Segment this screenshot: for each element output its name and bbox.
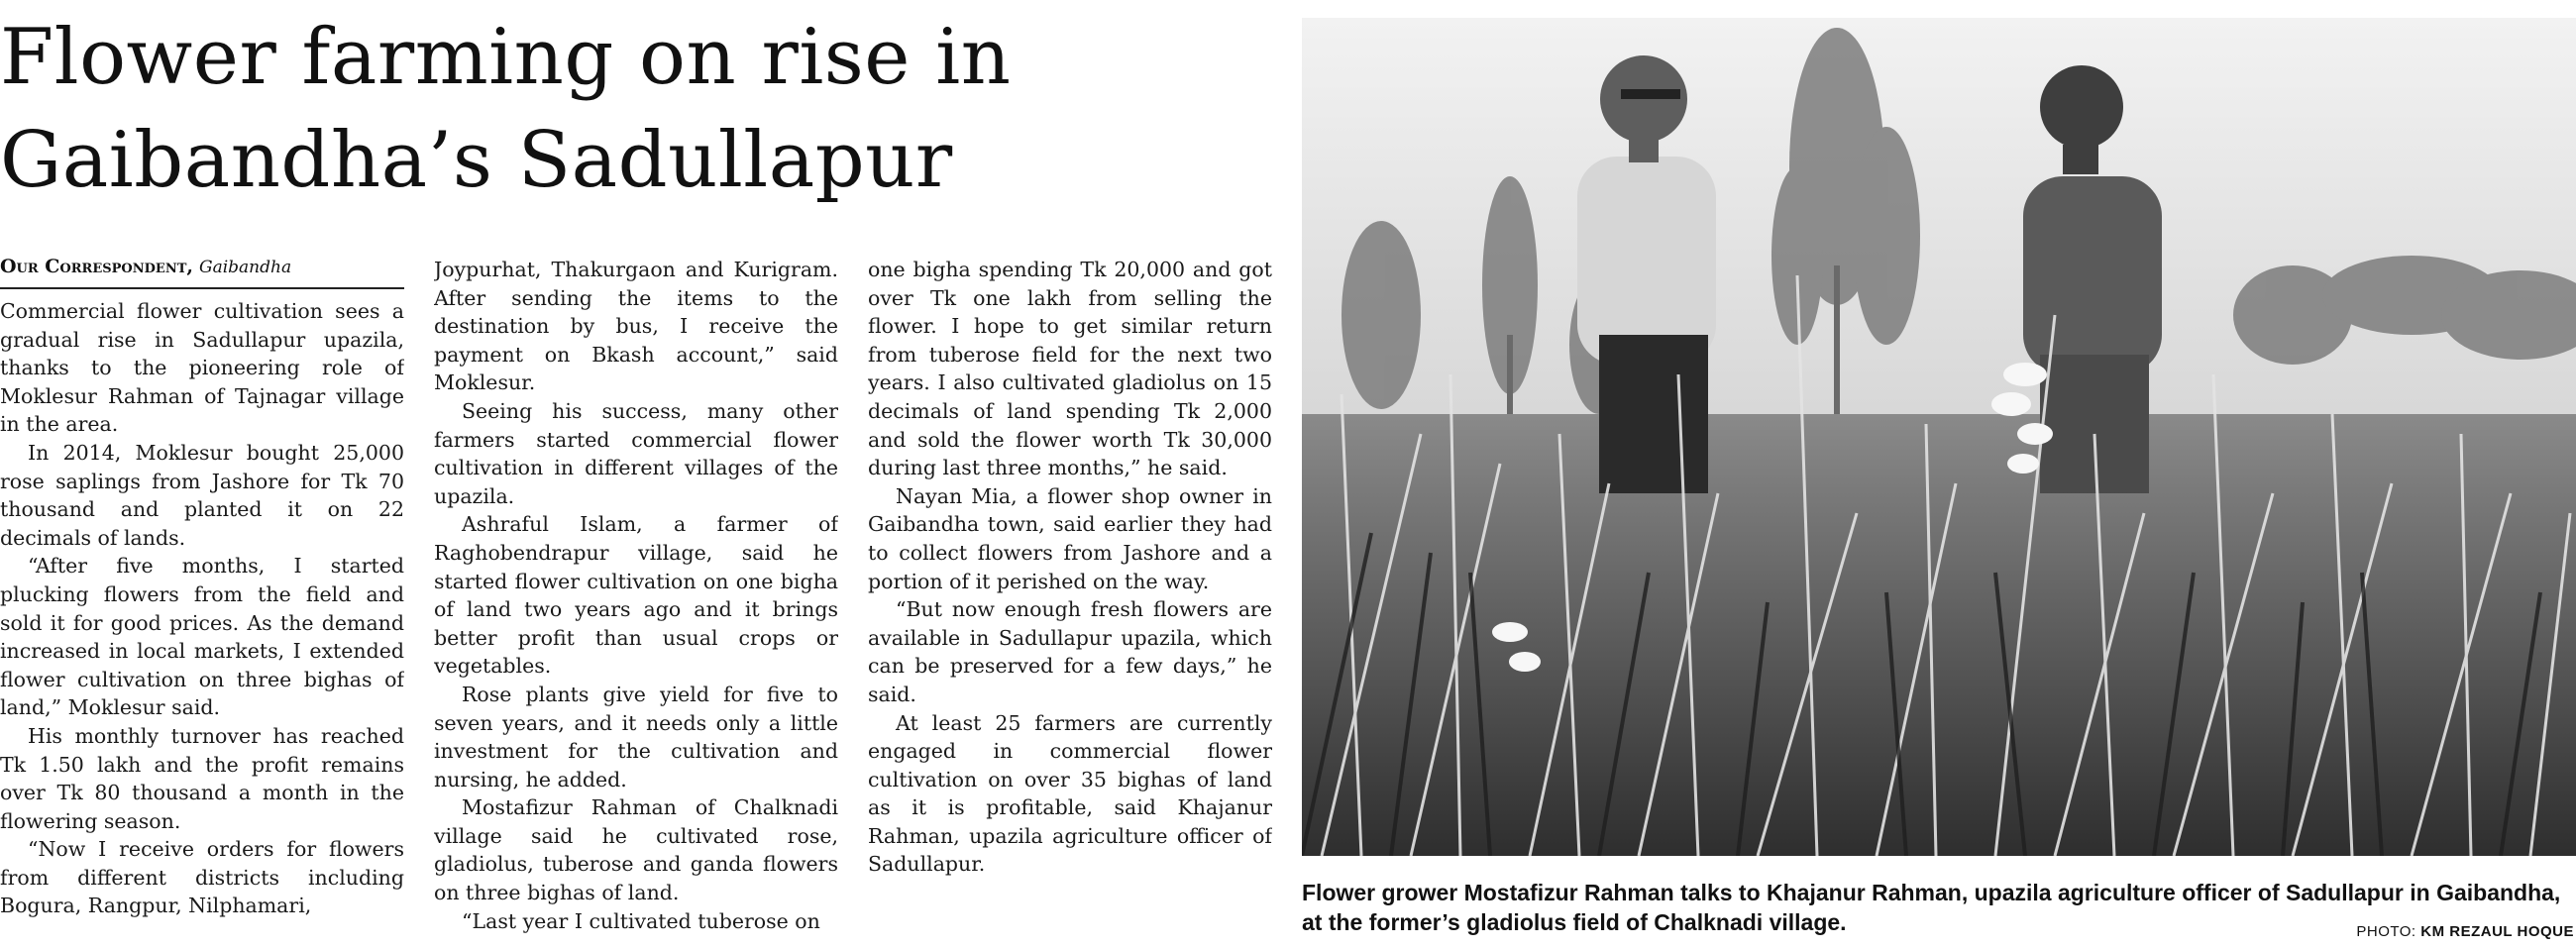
paragraph: “Now I receive orders for flowers from different districts including Bogura, Rangpur, Nilphamari, xyxy=(0,837,404,918)
article-column-1 xyxy=(0,297,404,947)
byline xyxy=(0,252,404,289)
paragraph: Ashraful Islam, a farmer of Raghobendrapur village, said he started flower cultivation on one bigha of land two years ago and it brings better profit than usual crops or vegetables. xyxy=(434,512,838,679)
paragraph: His monthly turnover has reached Tk 1.50 lakh and the profit remains over Tk 80 thousand a month in the flowering season. xyxy=(0,723,404,833)
paragraph: “But now enough fresh flowers are available in Sadullapur upazila, which can be preserved for a few days,” he said. xyxy=(868,597,1272,706)
credit-name: KM REZAUL HOQUE xyxy=(2420,923,2574,940)
paragraph: one bigha spending Tk 20,000 and got over Tk one lakh from selling the flower. I hope to get similar return from tuberose field for the next two years. I also cultivated gladiolus on 15 decimals of land spending Tk 2,000 and sold the flower worth Tk 30,000 during last three months,” he said. xyxy=(868,258,1272,480)
article-column-2 xyxy=(434,256,838,947)
paragraph: In 2014, Moklesur bought 25,000 rose saplings from Jashore for Tk 70 thousand and planted it on 22 decimals of lands. xyxy=(0,440,404,550)
byline-label: Our Correspondent, xyxy=(0,256,193,277)
paragraph: At least 25 farmers are currently engaged in commercial flower cultivation on over 35 bighas of land as it is profitable, said Khajanur Rahman, upazila agriculture officer of Sadullapur. xyxy=(868,710,1272,877)
news-photo xyxy=(1302,18,2576,856)
headline-line-2: Gaibandha’s Sadullapur xyxy=(0,116,953,205)
paragraph: “Last year I cultivated tuberose on xyxy=(462,908,820,933)
paragraph: Mostafizur Rahman of Chalknadi village said he cultivated rose, gladiolus, tuberose and ganda flowers on three bighas of land. xyxy=(434,795,838,905)
article-column-3 xyxy=(868,256,1272,947)
paragraph: Seeing his success, many other farmers started commercial flower cultivation in different villages of the upazila. xyxy=(434,398,838,508)
headline xyxy=(0,6,1288,212)
caption-line-2: at the former’s gladiolus field of Chalknadi village. xyxy=(1302,909,1847,935)
paragraph: Nayan Mia, a flower shop owner in Gaibandha town, said earlier they had to collect flowers from Jashore and a portion of it perished on the way. xyxy=(868,483,1272,593)
credit-label: PHOTO: xyxy=(2356,923,2416,940)
photo-illustration xyxy=(1302,18,2576,856)
paragraph: “After five months, I started plucking flowers from the field and sold it for good prices. As the demand increased in local markets, I extended flower cultivation on three bighas of land,” Moklesur said. xyxy=(0,554,404,720)
caption-line-1: Flower grower Mostafizur Rahman talks to Khajanur Rahman, upazila agriculture officer of Sadullapur in Gaibandha, xyxy=(1302,880,2561,905)
headline-line-1: Flower farming on rise in xyxy=(0,13,1012,102)
paragraph: Joypurhat, Thakurgaon and Kurigram. After sending the items to the destination by bus, I receive the payment on Bkash account,” said Moklesur. xyxy=(434,258,838,395)
byline-location: Gaibandha xyxy=(199,258,292,277)
paragraph: Commercial flower cultivation sees a gradual rise in Sadullapur upazila, thanks to the pioneering role of Moklesur Rahman of Tajnagar village in the area. xyxy=(0,299,404,437)
paragraph: Rose plants give yield for five to seven years, and it needs only a little investment for the cultivation and nursing, he added. xyxy=(434,682,838,791)
photo-credit xyxy=(2356,923,2574,940)
